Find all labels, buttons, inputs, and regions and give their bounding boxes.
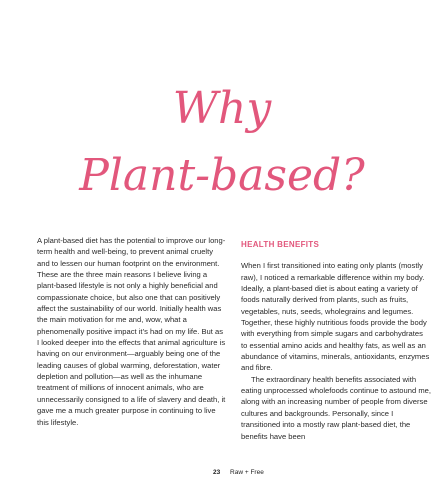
title-line-1: Why xyxy=(172,83,272,134)
page-number: 23 xyxy=(213,469,221,476)
title-line-2: Plant-based? xyxy=(79,150,365,201)
right-column xyxy=(241,235,431,442)
health-paragraph-1: When I first transitioned into eating only plants (mostly raw), I noticed a remarkable difference within my body. Ideally, a plant-based diet is about eating a variety of foods naturally derived from plants, such as fruits, vegetables, nuts, seeds, wholegrains and legumes. Together, these highly nutritious foods provide the body with everything from simple sugars and carbohydrates to essential amino acids and healthy fats, as well as an abundance of vitamins, minerals, antioxidants, enzymes and fibre. xyxy=(241,261,430,373)
book-title: Raw + Free xyxy=(230,469,264,476)
page-footer xyxy=(213,469,264,476)
health-paragraph-2: The extraordinary health benefits associated with eating unprocessed wholefoods continue to astound me, along with an increasing number of people from diverse cultures and backgrounds. Personally, since I transitioned into a mostly raw plant-based diet, the benefits have been xyxy=(241,374,431,441)
intro-paragraph: A plant-based diet has the potential to improve our long-term health and well-being, to prevent animal cruelty and to lessen our human footprint on the environment. These are the three main reasons I believe living a plant-based lifestyle is not only a highly beneficial and compassionate choice, but also one that can positively affect the sustainability of our world. Initially health was the main motivation for me and, wow, what a phenomenally positive impact it’s had on my life. But as I looked deeper into the effects that animal agriculture is having on our environment—arguably being one of the leading causes of global warming, deforestation, water depletion and pollution—as well as the inhumane treatment of millions of innocent animals, who are unnecessarily consigned to a life of slavery and death, it gave me a much greater purpose in continuing to live this lifestyle. xyxy=(37,236,226,427)
page-title xyxy=(0,0,440,220)
left-column xyxy=(37,235,227,428)
section-heading: HEALTH BENEFITS xyxy=(241,240,320,249)
